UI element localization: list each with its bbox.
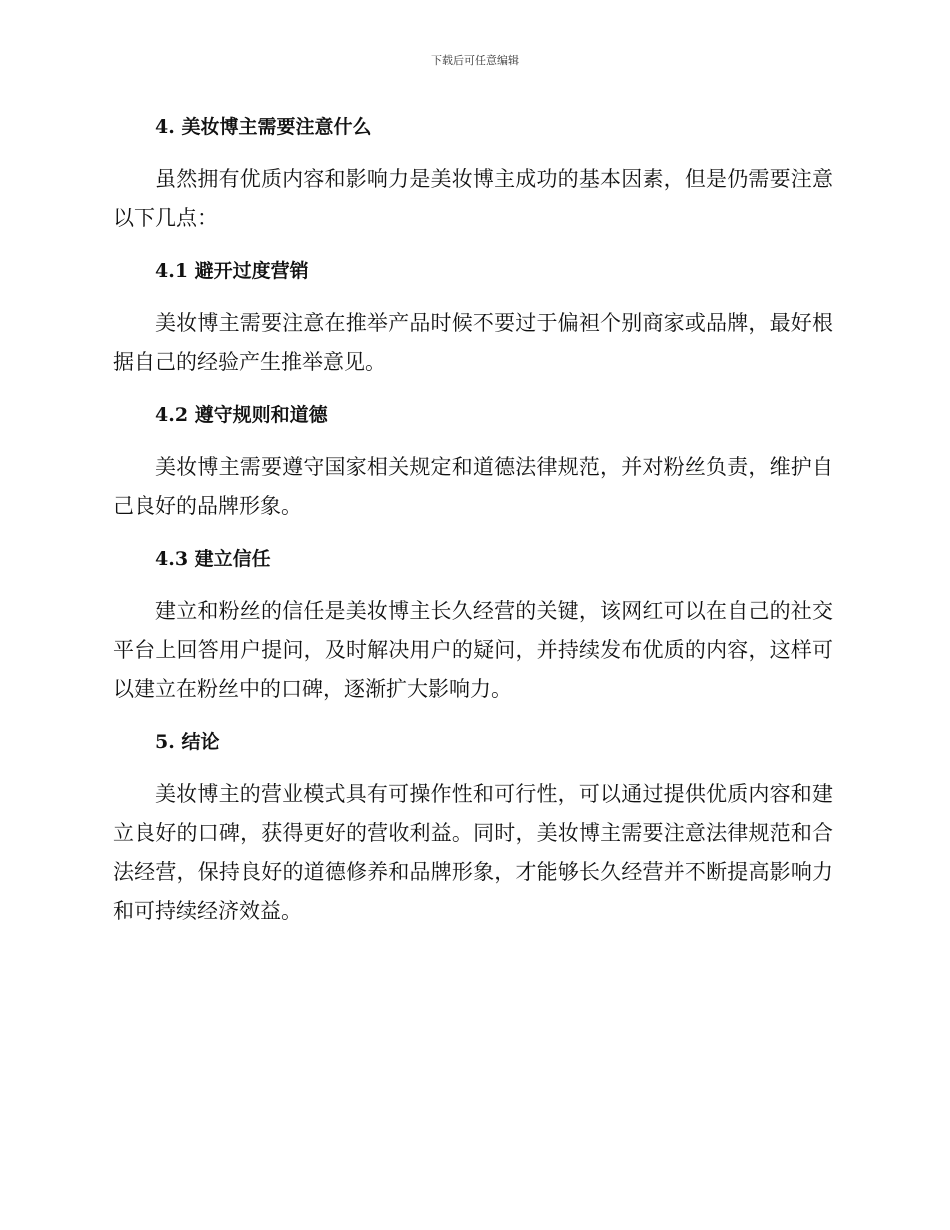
section-heading-4-2: 4.2 遵守规则和道德 xyxy=(155,404,328,426)
header-note: 下载后可任意编辑 xyxy=(431,54,519,67)
section-paragraph-4: 虽然拥有优质内容和影响力是美妆博主成功的基本因素，但是仍需要注意以下几点： xyxy=(113,167,833,230)
section-heading-4-1: 4.1 避开过度营销 xyxy=(155,260,309,282)
section-paragraph-4-3: 建立和粉丝的信任是美妆博主长久经营的关键，该网红可以在自己的社交平台上回答用户提问，及时解决用户的疑问，并持续发布优质的内容，这样可以建立在粉丝中的口碑，逐渐扩大影响力。 xyxy=(113,599,833,701)
section-paragraph-5: 美妆博主的营业模式具有可操作性和可行性，可以通过提供优质内容和建立良好的口碑，获得更好的营收利益。同时，美妆博主需要注意法律规范和合法经营，保持良好的道德修养和品牌形象，才能够长久经营并不断提高影响力和可持续经济效益。 xyxy=(113,782,833,923)
section-heading-4: 4. 美妆博主需要注意什么 xyxy=(155,116,372,138)
section-heading-5: 5. 结论 xyxy=(155,731,220,753)
document-body xyxy=(113,110,833,947)
section-heading-4-3: 4.3 建立信任 xyxy=(155,548,271,570)
section-paragraph-4-2: 美妆博主需要遵守国家相关规定和道德法律规范，并对粉丝负责，维护自己良好的品牌形象。 xyxy=(113,455,833,518)
section-paragraph-4-1: 美妆博主需要注意在推举产品时候不要过于偏袒个别商家或品牌，最好根据自己的经验产生推举意见。 xyxy=(113,311,833,374)
